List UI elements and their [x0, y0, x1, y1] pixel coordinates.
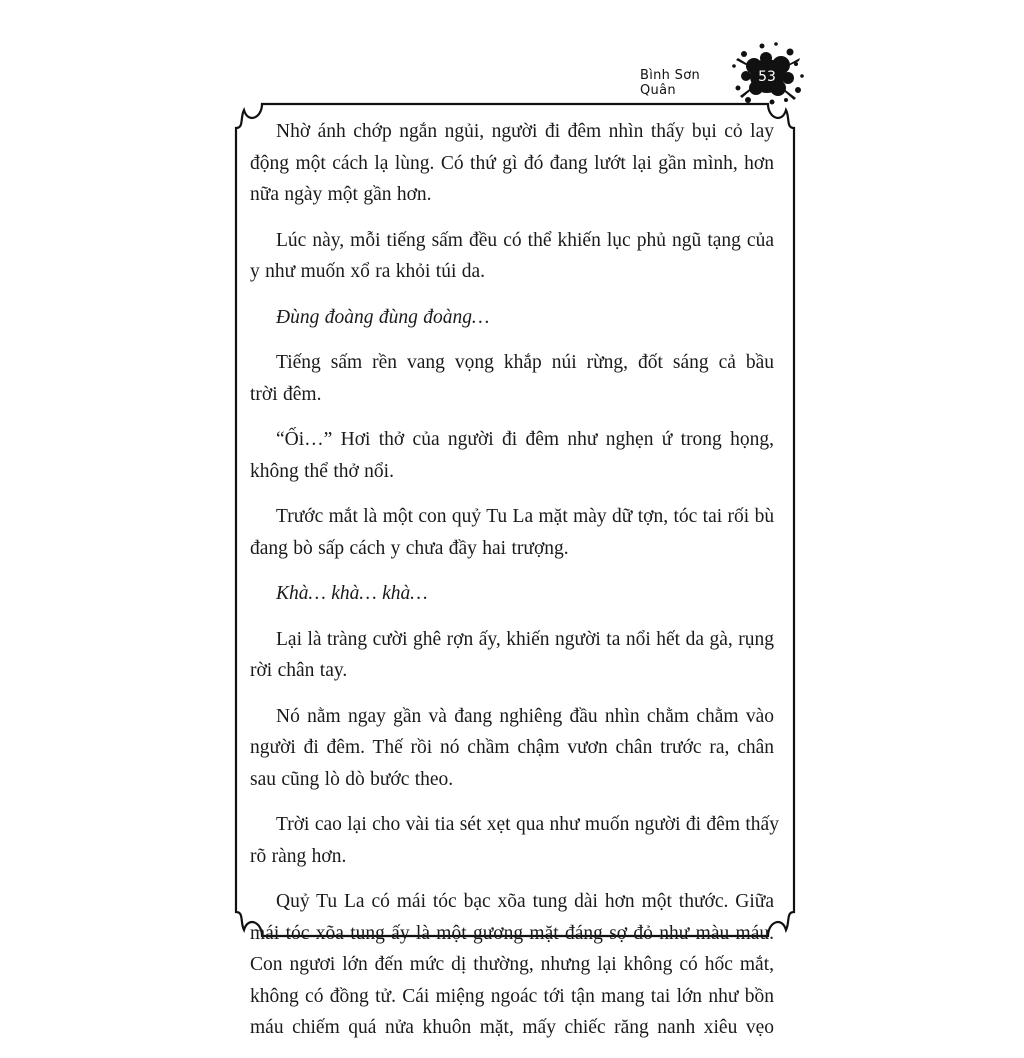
paragraph	[250, 578, 774, 610]
text-line: Khà… khà… khà…	[276, 583, 428, 604]
text-line: không có đồng tử. Cái miệng ngoác tới tận mang tai lớn như bồn	[250, 985, 774, 1007]
text-line: nữa ngày một gần hơn.	[250, 184, 432, 205]
text-line: “Ối…” Hơi thở của người đi đêm như nghẹn ứ trong họng,	[276, 429, 774, 450]
text-line: động một cách lạ lùng. Có thứ gì đó đang lướt lại gần mình, hơn	[250, 152, 774, 174]
paragraph	[250, 225, 774, 288]
text-line: rời chân tay.	[250, 660, 348, 681]
text-line: Nhờ ánh chớp ngắn ngủi, người đi đêm nhìn thấy bụi cỏ lay	[276, 121, 774, 142]
text-line: Lại là tràng cười ghê rợn ấy, khiến người ta nổi hết da gà, rụng	[276, 628, 774, 650]
paragraph	[250, 302, 774, 334]
text-line: Lúc này, mỗi tiếng sấm đều có thể khiến lục phủ ngũ tạng của	[276, 229, 774, 251]
book-title: Bình Sơn Quân	[640, 68, 700, 98]
paragraph	[250, 116, 774, 211]
paragraph	[250, 424, 774, 487]
paragraph	[250, 624, 774, 687]
text-line: Nó nằm ngay gần và đang nghiêng đầu nhìn chằm chằm vào	[276, 705, 774, 727]
text-line: người đi đêm. Thế rồi nó chầm chậm vươn chân trước ra, chân	[250, 737, 774, 758]
text-body	[250, 116, 779, 1058]
text-line: Đùng đoàng đùng đoàng…	[276, 306, 490, 328]
paragraph	[250, 701, 774, 796]
text-line: máu chiếm quá nửa khuôn mặt, mấy chiếc răng nanh xiêu vẹo	[250, 1017, 774, 1038]
text-line: rõ ràng hơn.	[250, 845, 347, 867]
paragraph	[250, 809, 779, 872]
text-line: mái tóc xõa tung ấy là một gương mặt đáng sợ đỏ như màu máu.	[250, 922, 774, 944]
text-line: Trời cao lại cho vài tia sét xẹt qua như muốn người đi đêm thấy	[276, 814, 779, 835]
paragraph	[250, 886, 774, 1044]
paragraph	[250, 501, 774, 564]
text-line: đang bò sấp cách y chưa đầy hai trượng.	[250, 537, 569, 559]
text-line: Con ngươi lớn đến mức dị thường, nhưng lại không có hốc mắt,	[250, 954, 774, 975]
page-number: 53	[758, 69, 776, 85]
text-line: không thể thở nổi.	[250, 460, 394, 482]
text-line: y như muốn xổ ra khỏi túi da.	[250, 261, 486, 282]
text-line: Trước mắt là một con quỷ Tu La mặt mày dữ tợn, tóc tai rối bù	[276, 506, 775, 527]
text-line: trời đêm.	[250, 383, 322, 405]
text-line: sau cũng lò dò bước theo.	[250, 768, 454, 790]
text-line: Quỷ Tu La có mái tóc bạc xõa tung dài hơn một thước. Giữa	[276, 891, 774, 912]
text-line: Tiếng sấm rền vang vọng khắp núi rừng, đốt sáng cả bầu	[276, 352, 774, 373]
paragraph	[250, 347, 774, 410]
